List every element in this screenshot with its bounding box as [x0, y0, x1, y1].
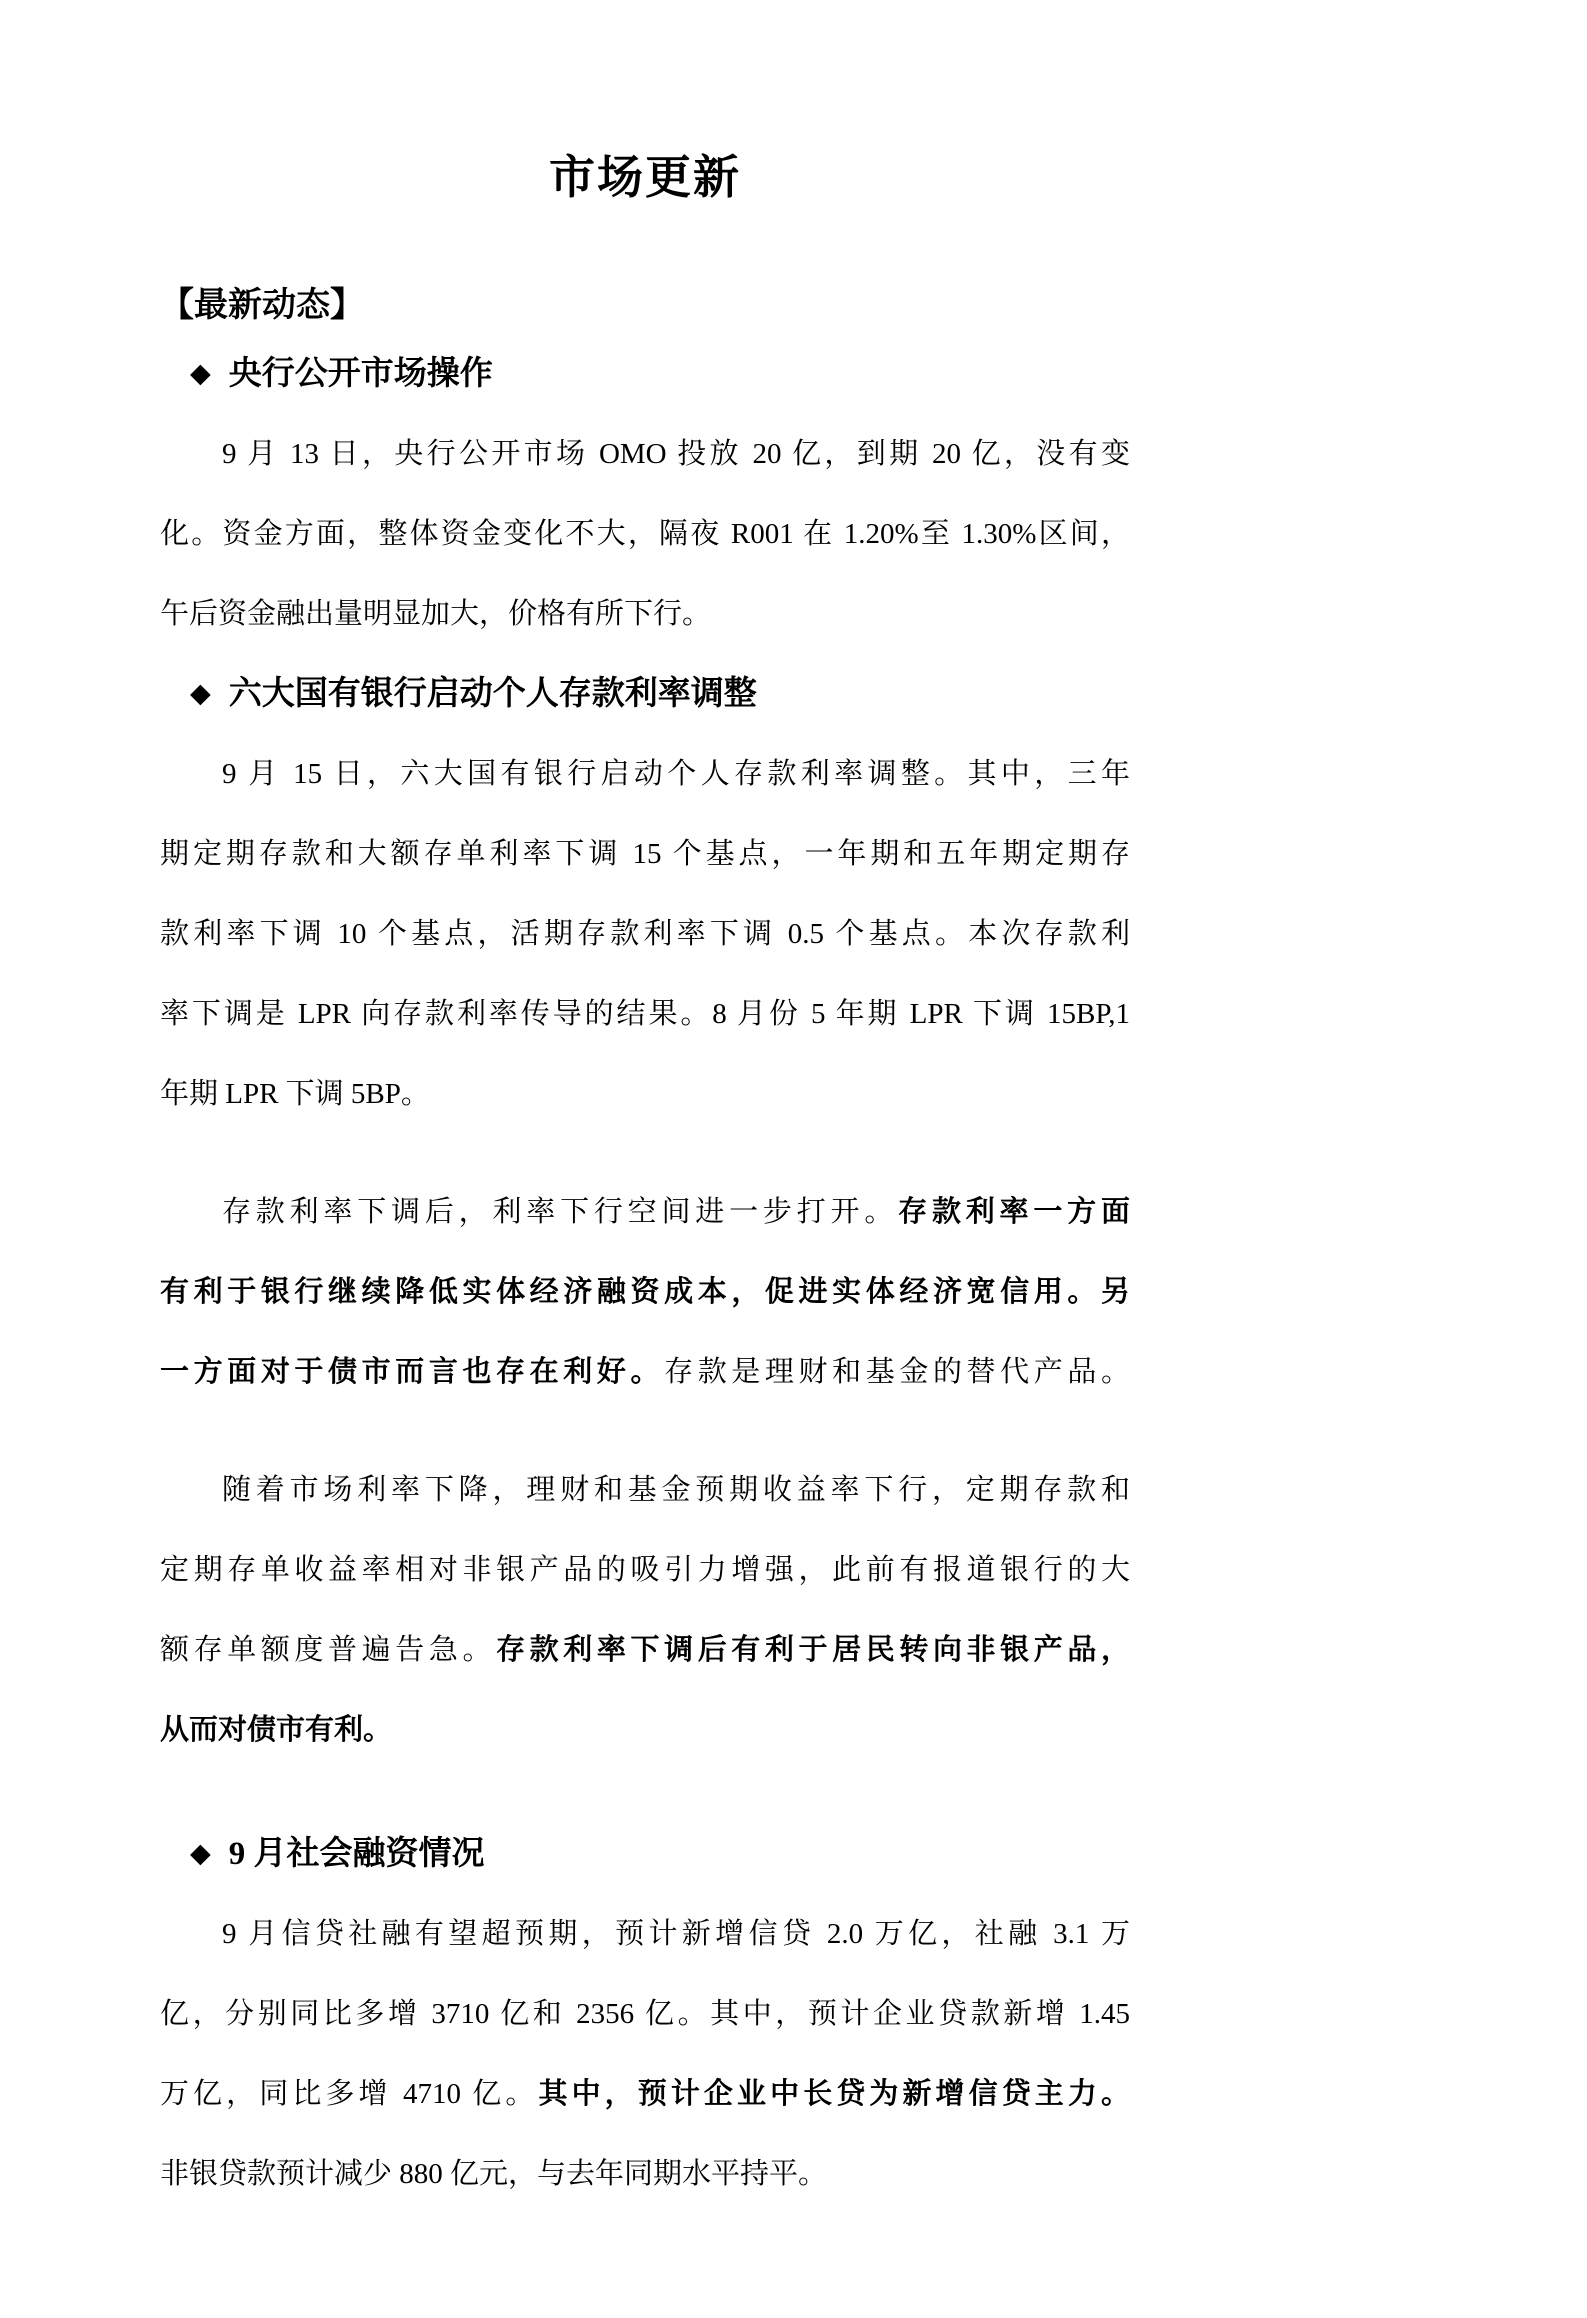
- text-line: [160, 974, 1130, 1054]
- emphasized-text: 其中，预计企业中长贷为新增信贷主力。: [538, 2078, 1130, 2110]
- body-text: 万亿，同比多增 4710 亿。: [160, 2078, 539, 2110]
- section-heading-label: 六大国有银行启动个人存款利率调整: [228, 676, 757, 712]
- text-line: [160, 814, 1130, 894]
- paragraph: [160, 1450, 1130, 1770]
- body-text: 9 月信贷社融有望超预期，预计新增信贷 2.0 万亿，社融 3.1 万: [222, 1918, 1130, 1950]
- text-line: [160, 494, 1130, 574]
- text-line: [160, 1974, 1130, 2054]
- text-line: [160, 1690, 1130, 1770]
- section-heading: [160, 654, 1130, 734]
- body-text: 9 月 15 日，六大国有银行启动个人存款利率调整。其中，三年: [222, 758, 1130, 790]
- emphasized-text: 从而对债市有利。: [160, 1714, 393, 1746]
- text-line: [160, 1450, 1130, 1530]
- text-line: [160, 734, 1130, 814]
- text-line: [160, 1530, 1130, 1610]
- body-text: 率下调是 LPR 向存款利率传导的结果。8 月份 5 年期 LPR 下调 15BP,1: [160, 998, 1130, 1030]
- text-line: [160, 894, 1130, 974]
- section-heading-label: 9 月社会融资情况: [228, 1836, 485, 1872]
- paragraph: [160, 414, 1130, 654]
- paragraph: [160, 1894, 1130, 2214]
- text-line: [160, 1894, 1130, 1974]
- body-text: 存款利率下调后，利率下行空间进一步打开。: [222, 1196, 899, 1228]
- emphasized-text: 存款利率下调后有利于居民转向非银产品，: [496, 1634, 1130, 1666]
- body-text: 存款是理财和基金的替代产品。: [664, 1356, 1130, 1388]
- text-line: [160, 414, 1130, 494]
- text-line: [160, 2054, 1130, 2134]
- section-heading: [160, 334, 1130, 414]
- body-text: 随着市场利率下降，理财和基金预期收益率下行，定期存款和: [222, 1474, 1130, 1506]
- body-text: 9 月 13 日，央行公开市场 OMO 投放 20 亿，到期 20 亿，没有变: [222, 438, 1130, 470]
- body-text: 期定期存款和大额存单利率下调 15 个基点，一年期和五年期定期存: [160, 838, 1130, 870]
- body-text: 款利率下调 10 个基点，活期存款利率下调 0.5 个基点。本次存款利: [160, 918, 1130, 950]
- text-line: [160, 2134, 1130, 2214]
- body-text: 年期 LPR 下调 5BP。: [160, 1078, 430, 1110]
- document-body: [160, 334, 1130, 2214]
- document-title: 市场更新: [549, 152, 741, 203]
- body-text: 定期存单收益率相对非银产品的吸引力增强，此前有报道银行的大: [160, 1554, 1130, 1586]
- paragraph: [160, 1172, 1130, 1412]
- paragraph: [160, 734, 1130, 1134]
- text-line: [160, 1172, 1130, 1252]
- section-header: 【最新动态】: [160, 287, 364, 324]
- text-line: [160, 574, 1130, 654]
- diamond-bullet-icon: ◆: [190, 1838, 211, 1868]
- text-line: [160, 1610, 1130, 1690]
- body-text: 午后资金融出量明显加大，价格有所下行。: [160, 598, 712, 630]
- section-heading: [160, 1814, 1130, 1894]
- body-text: 额存单额度普遍告急。: [160, 1634, 497, 1666]
- body-text: 亿，分别同比多增 3710 亿和 2356 亿。其中，预计企业贷款新增 1.45: [160, 1998, 1130, 2030]
- emphasized-text: 有利于银行继续降低实体经济融资成本，促进实体经济宽信用。另: [160, 1276, 1130, 1308]
- emphasized-text: 一方面对于债市而言也存在利好。: [160, 1356, 665, 1388]
- diamond-bullet-icon: ◆: [190, 678, 211, 708]
- text-line: [160, 1332, 1130, 1412]
- body-text: 化。资金方面，整体资金变化不大，隔夜 R001 在 1.20%至 1.30%区间，: [160, 518, 1130, 550]
- body-text: 非银贷款预计减少 880 亿元，与去年同期水平持平。: [160, 2158, 828, 2190]
- diamond-bullet-icon: ◆: [190, 358, 211, 388]
- text-line: [160, 1054, 1130, 1134]
- emphasized-text: 存款利率一方面: [898, 1196, 1130, 1228]
- text-line: [160, 1252, 1130, 1332]
- section-heading-label: 央行公开市场操作: [228, 356, 493, 392]
